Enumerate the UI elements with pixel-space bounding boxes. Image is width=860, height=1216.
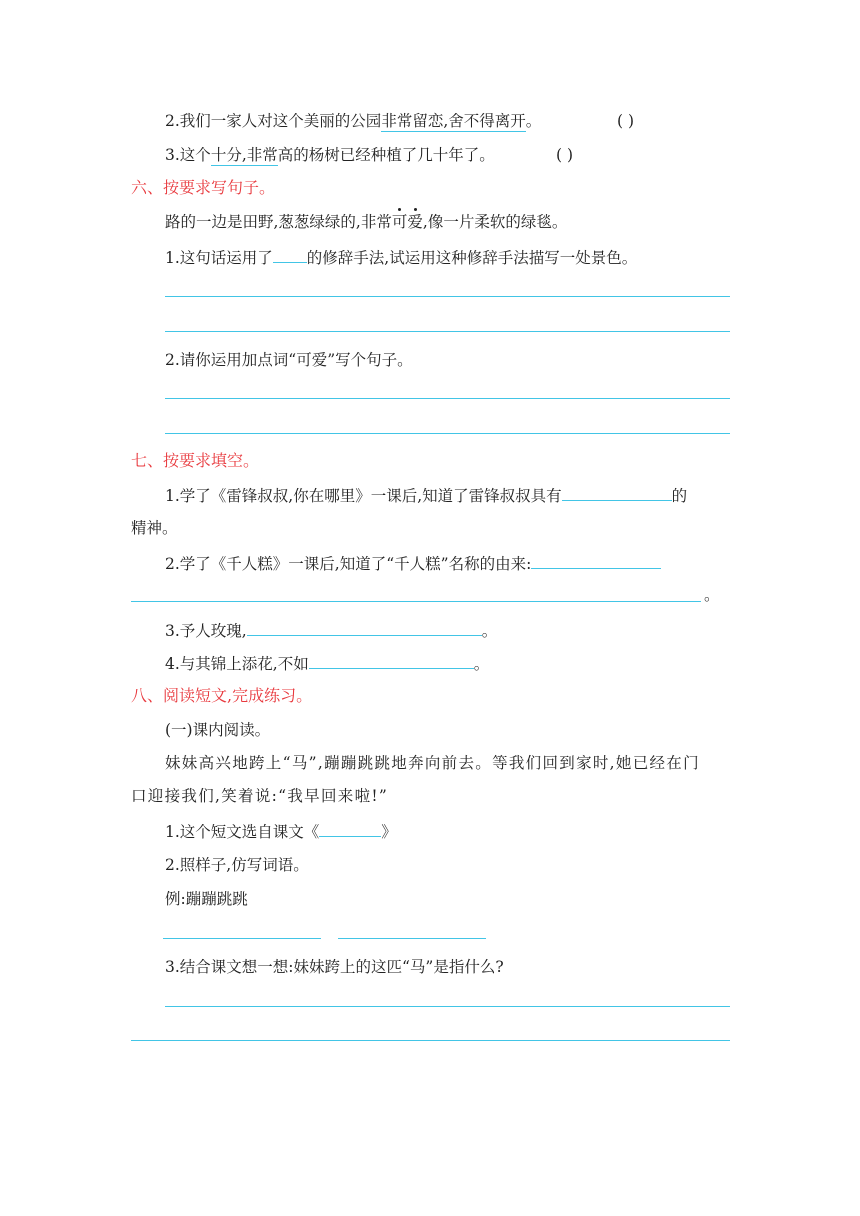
sec7-q2-end: 。: [704, 586, 720, 604]
sec7-q1: 1.学了《雷锋叔叔,你在哪里》一课后,知道了雷锋叔叔具有 的: [165, 487, 688, 505]
answer-line[interactable]: [165, 296, 730, 297]
section-6-title: 六、按要求写句子。: [131, 178, 276, 197]
section-8-title: 八、阅读短文,完成练习。: [131, 686, 313, 705]
sec7-q4: 4.与其锦上添花,不如 。: [165, 655, 490, 673]
answer-line[interactable]: [163, 938, 321, 939]
fill-blank[interactable]: [247, 620, 482, 636]
answer-line[interactable]: [131, 601, 701, 602]
sec5-q2-answer-paren[interactable]: ( ): [617, 112, 635, 130]
sec5-q3: 3.这个十分,非常高的杨树已经种植了几十年了。: [165, 146, 495, 164]
passage-line-2: 口迎接我们,笑着说:“我早回来啦!”: [131, 787, 389, 805]
sec8-q1: 1.这个短文选自课文《 》: [165, 823, 397, 841]
sec6-sentence: 路的一边是田野,葱葱绿绿的,非常可爱,像一片柔软的绿毯。: [165, 213, 568, 231]
fill-blank[interactable]: [273, 247, 307, 263]
fill-blank[interactable]: [319, 821, 381, 837]
sec8-subtitle: (一)课内阅读。: [165, 721, 271, 739]
answer-line[interactable]: [165, 398, 730, 399]
fill-blank[interactable]: [562, 485, 672, 501]
section-7-title: 七、按要求填空。: [131, 451, 260, 470]
answer-line[interactable]: [165, 331, 730, 332]
underlined-phrase: 十分,非常: [210, 146, 278, 164]
sec8-q3: 3.结合课文想一想:妹妹跨上的这匹“马”是指什么?: [165, 958, 504, 976]
sec7-q3: 3.予人玫瑰, 。: [165, 622, 498, 640]
fill-blank[interactable]: [531, 553, 661, 569]
answer-line[interactable]: [338, 938, 486, 939]
answer-line[interactable]: [165, 433, 730, 434]
underlined-phrase: 非常留恋,舍不得离开: [381, 112, 526, 130]
sec5-q2: 2.我们一家人对这个美丽的公园非常留恋,舍不得离开。: [165, 112, 542, 130]
sec7-q2: 2.学了《千人糕》一课后,知道了“千人糕”名称的由来:: [165, 553, 661, 574]
fill-blank[interactable]: [309, 653, 474, 669]
passage-line-1: 妹妹高兴地跨上“马”,蹦蹦跳跳地奔向前去。等我们回到家时,她已经在门: [165, 754, 700, 772]
sec6-q1: 1.这句话运用了 的修辞手法,试运用这种修辞手法描写一处景色。: [165, 249, 638, 267]
dotted-char: 可: [391, 213, 408, 231]
sec8-example: 例:蹦蹦跳跳: [165, 890, 248, 908]
answer-line[interactable]: [131, 1040, 730, 1041]
sec5-q3-answer-paren[interactable]: ( ): [556, 146, 574, 164]
sec6-q2: 2.请你运用加点词“可爱”写个句子。: [165, 351, 413, 369]
sec7-q1-cont: 精神。: [131, 519, 178, 537]
dotted-char: 爱: [407, 213, 423, 231]
sec8-q2: 2.照样子,仿写词语。: [165, 856, 309, 874]
answer-line[interactable]: [165, 1006, 730, 1007]
